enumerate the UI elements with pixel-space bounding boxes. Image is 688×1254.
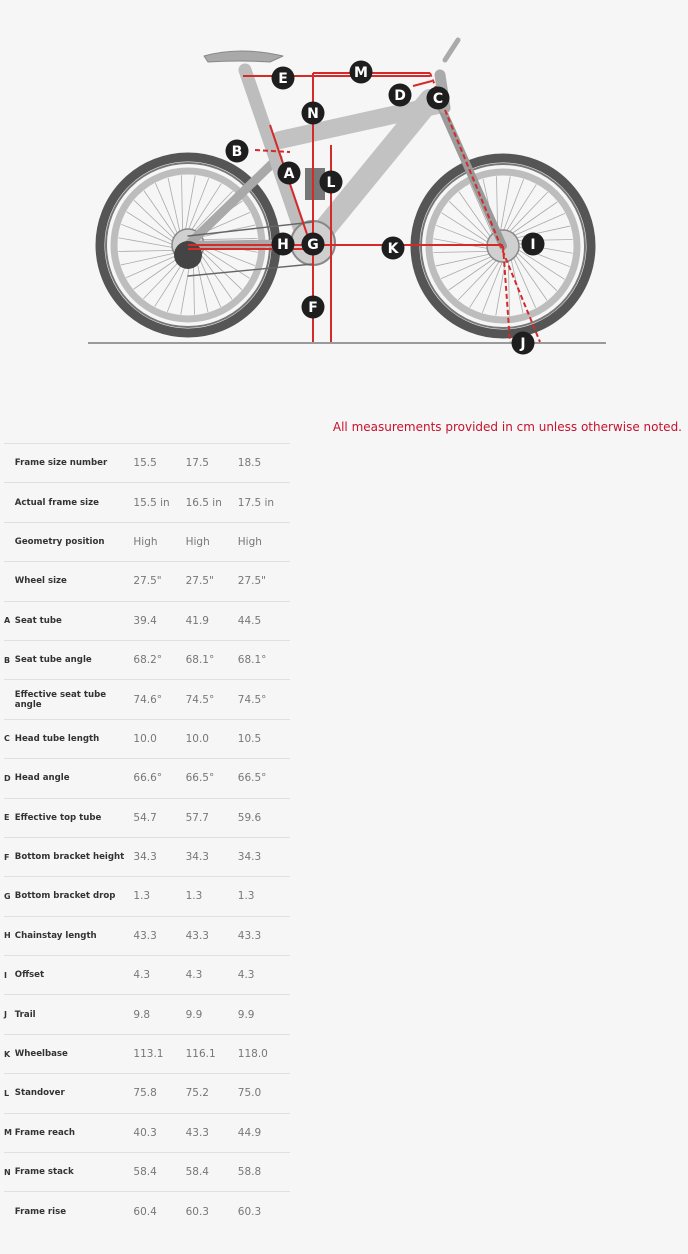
callout-letter: B (231, 144, 243, 160)
row-value: 4.3 (185, 969, 203, 982)
callout-letter: E (278, 71, 288, 87)
row-value: 60.4 (133, 1205, 157, 1218)
table-row (4, 522, 290, 561)
callout-letter: H (277, 237, 289, 253)
row-letter: M (4, 1128, 12, 1138)
row-value: 60.3 (237, 1205, 262, 1218)
row-value: 10.0 (185, 732, 209, 745)
table-row (4, 1113, 290, 1152)
table-row (4, 995, 290, 1034)
row-label: Offset (14, 970, 45, 981)
row-value: 15.5 (133, 457, 157, 470)
table-row (4, 680, 290, 719)
row-value: 34.3 (133, 851, 157, 864)
row-value: 1.3 (185, 890, 203, 903)
table-row (4, 956, 290, 995)
row-value: 4.3 (133, 969, 151, 982)
table-row (4, 483, 290, 522)
units-note: All measurements provided in cm unless otherwise noted. (332, 420, 682, 434)
row-value: 66.5° (237, 772, 267, 785)
row-label: Bottom bracket height (14, 852, 125, 863)
row-letter: H (4, 931, 11, 941)
row-letter (4, 1192, 15, 1231)
row-value: 27.5" (133, 575, 162, 588)
row-value: 17.5 (185, 457, 209, 470)
row-label: Frame rise (14, 1206, 67, 1217)
row-value: 27.5" (237, 575, 266, 588)
row-value: 17.5 in (237, 496, 275, 509)
row-value: 34.3 (185, 851, 209, 864)
callout-letter: M (354, 65, 368, 81)
row-value: 9.9 (185, 1008, 203, 1021)
table-row (4, 1192, 290, 1231)
row-label: Head tube length (14, 733, 100, 744)
row-value: 44.5 (237, 614, 262, 627)
row-value: 75.0 (237, 1087, 262, 1100)
row-value: 58.4 (185, 1166, 209, 1179)
row-value: 66.6° (133, 772, 163, 785)
row-value: 9.8 (133, 1008, 151, 1021)
row-value: 59.6 (237, 811, 262, 824)
row-letter: J (4, 1010, 7, 1020)
row-label: Head angle (14, 773, 70, 784)
row-value: 27.5" (185, 575, 214, 588)
row-label: Effective top tube (14, 812, 102, 823)
row-value: 16.5 in (185, 496, 222, 509)
callout-letter: G (307, 237, 319, 253)
row-value: 43.3 (185, 929, 209, 942)
row-value: 1.3 (237, 890, 255, 903)
table-row (4, 601, 290, 640)
table-row (4, 877, 290, 916)
table-row (4, 837, 290, 876)
table-row (4, 916, 290, 955)
row-value: 40.3 (133, 1126, 157, 1139)
row-value: 10.5 (237, 732, 262, 745)
callout-letter: D (394, 88, 406, 104)
row-value: 118.0 (237, 1048, 268, 1061)
table-row (4, 1074, 290, 1113)
table-row (4, 719, 290, 758)
table-row (4, 798, 290, 837)
table-row (4, 562, 290, 601)
row-label: Frame size number (14, 458, 108, 469)
callout-letter: A (283, 166, 295, 182)
row-value: 66.5° (185, 772, 215, 785)
row-value: 58.4 (133, 1166, 157, 1179)
row-letter: L (4, 1088, 10, 1098)
row-value: High (133, 535, 158, 548)
row-value: 68.1° (237, 654, 267, 667)
row-value: 54.7 (133, 811, 157, 824)
row-value: 58.8 (237, 1166, 262, 1179)
row-value: 57.7 (185, 811, 209, 824)
row-value: 60.3 (185, 1205, 209, 1218)
row-letter: E (4, 813, 10, 823)
row-label: Wheel size (14, 576, 67, 587)
row-value: 74.5° (237, 693, 267, 706)
row-letter: N (4, 1167, 11, 1177)
row-letter: A (4, 616, 11, 626)
row-letter: C (4, 734, 10, 744)
row-letter (4, 444, 15, 483)
callout-letter: J (520, 336, 526, 352)
callout-letter: F (308, 300, 318, 316)
row-label: Seat tube (14, 615, 62, 626)
row-value: 74.5° (185, 693, 215, 706)
row-value: 10.0 (133, 732, 157, 745)
callout-letter: L (326, 175, 336, 191)
row-letter: I (4, 970, 7, 980)
row-value: 15.5 in (133, 496, 170, 509)
row-value: 113.1 (133, 1048, 164, 1061)
row-value: 41.9 (185, 614, 209, 627)
row-label: Frame reach (14, 1127, 75, 1138)
row-label: Trail (14, 1009, 36, 1020)
row-value: 116.1 (185, 1048, 216, 1061)
row-letter: D (4, 773, 11, 783)
row-letter (4, 483, 15, 522)
row-label: Effective seat tube angle (14, 689, 107, 710)
row-value: 4.3 (237, 969, 255, 982)
row-letter: F (4, 852, 10, 862)
row-label: Geometry position (14, 536, 105, 547)
row-label: Seat tube angle (14, 655, 92, 666)
row-value: 75.8 (133, 1087, 157, 1100)
row-letter: K (4, 1049, 11, 1059)
row-value: 74.6° (133, 693, 163, 706)
callout-letter: I (530, 237, 536, 253)
row-value: High (237, 535, 262, 548)
row-value: 43.3 (133, 929, 157, 942)
row-label: Actual frame size (14, 497, 99, 508)
callout-letter: C (432, 91, 444, 107)
table-row (4, 1153, 290, 1192)
table-row (4, 444, 290, 483)
row-letter: G (4, 891, 11, 901)
row-label: Chainstay length (14, 930, 97, 941)
row-value: 34.3 (237, 851, 262, 864)
row-value: 18.5 (237, 457, 262, 470)
row-value: 43.3 (237, 929, 262, 942)
row-value: 43.3 (185, 1126, 209, 1139)
table-row (4, 1034, 290, 1073)
row-label: Wheelbase (14, 1049, 68, 1060)
row-letter (4, 522, 15, 561)
table-row (4, 759, 290, 798)
row-label: Bottom bracket drop (14, 891, 116, 902)
row-value: 68.2° (133, 654, 163, 667)
bike-geometry-diagram (0, 0, 688, 400)
row-value: 44.9 (237, 1126, 262, 1139)
row-label: Frame stack (14, 1167, 74, 1178)
row-letter (4, 562, 15, 601)
row-value: 75.2 (185, 1087, 209, 1100)
row-label: Standover (14, 1088, 65, 1099)
table-row (4, 640, 290, 679)
row-value: High (185, 535, 210, 548)
row-letter (4, 680, 15, 719)
callout-letter: K (387, 241, 399, 257)
row-value: 68.1° (185, 654, 215, 667)
row-value: 1.3 (133, 890, 151, 903)
row-letter: B (4, 655, 11, 665)
geometry-table (4, 443, 290, 1231)
row-value: 39.4 (133, 614, 157, 627)
row-value: 9.9 (237, 1008, 255, 1021)
callout-letter: N (307, 106, 319, 122)
